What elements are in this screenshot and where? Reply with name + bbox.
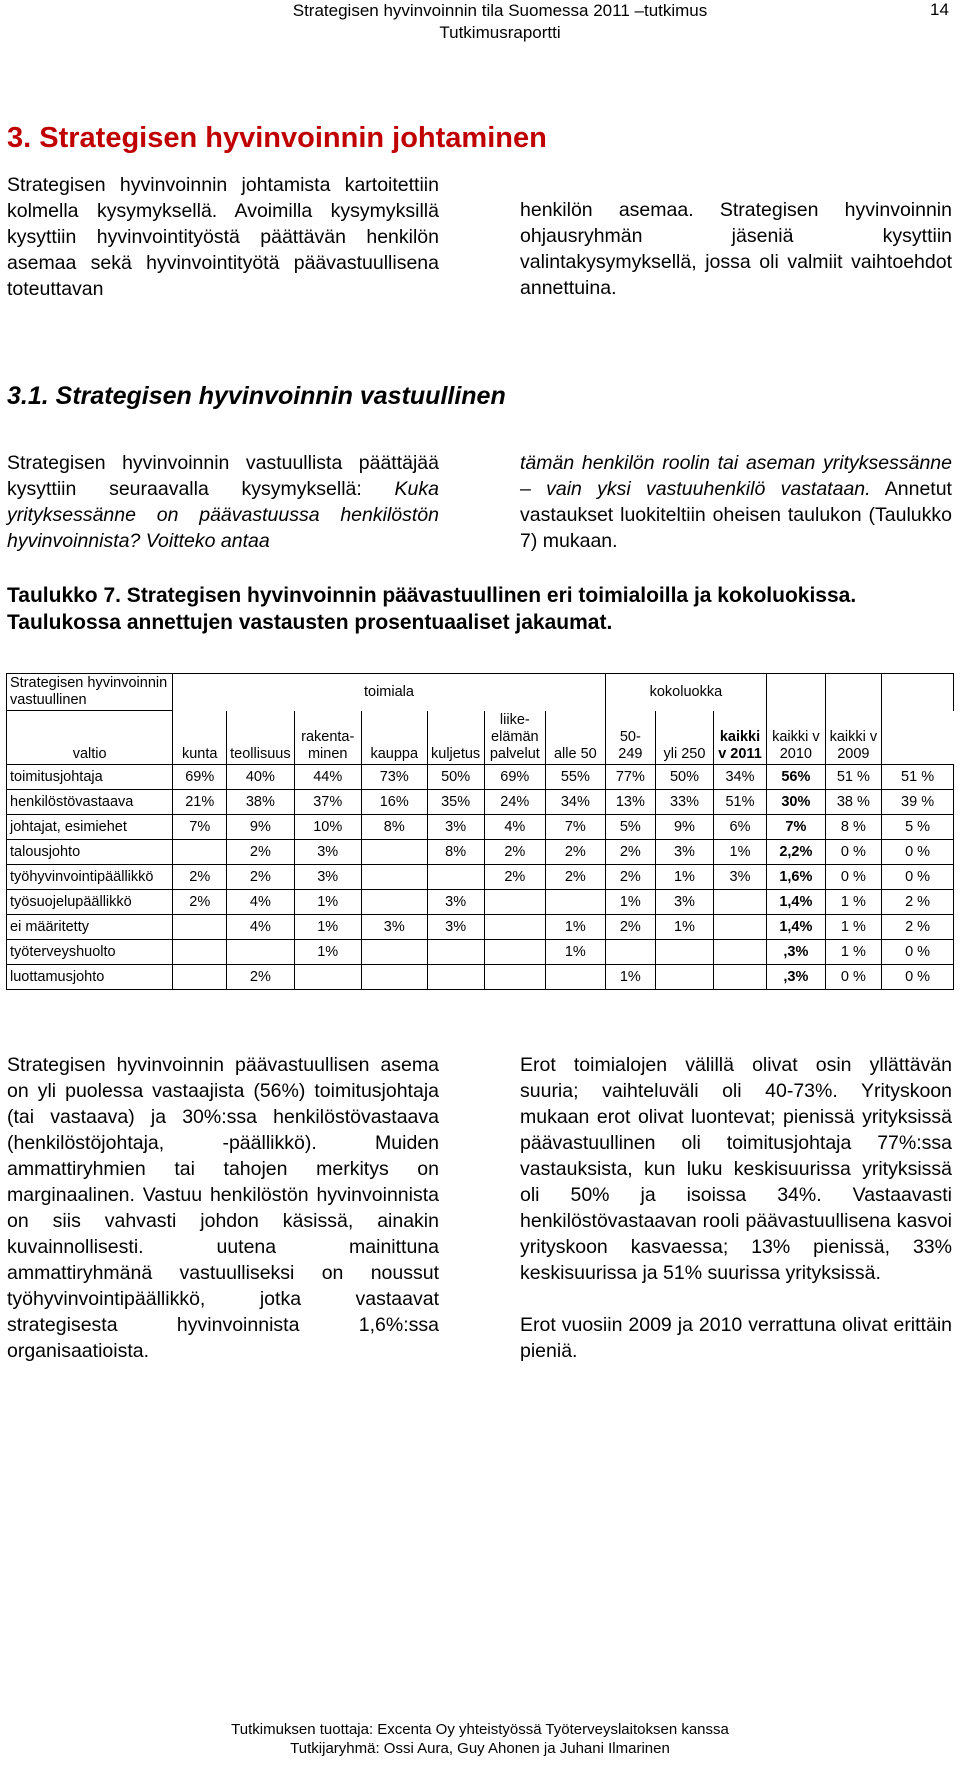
table-cell: 8% (361, 814, 427, 839)
table-cell: 50% (656, 764, 714, 789)
table-cell: 2% (605, 864, 655, 889)
table-cell: 4% (484, 814, 546, 839)
sub-left-column (7, 450, 439, 554)
sub-right-italic: tämän henkilön roolin tai aseman yrityksessänne – vain yksi vastuuhenkilö vastataan. (520, 452, 952, 500)
table-cell: 77% (605, 764, 655, 789)
table-cell (605, 939, 655, 964)
col-header-10: kaikki v 2011 (713, 711, 766, 765)
table-cell: 40% (227, 764, 294, 789)
intro-right-column (520, 197, 952, 301)
body-right-text-1: Erot toimialojen välillä olivat osin yllättävän suuria; vaihteluväli oli 40-73%. Yrityskoon mukaan erot olivat luontevat; pienissä yrityksissä päävastuullinen oli toimitusjohtaja 77%:ssa vastauksista, kun luku keskisuurissa yrityksissä oli 50% ja isoissa 34%. Vastaavasti henkilöstövastaavan rooli päävastuullisena kasvoi yrityskoon kasvaessa; 13% pienissä, 33% keskisuurissa ja 51% suurissa yrityksissä. (520, 1054, 952, 1284)
table-cell: 56% (767, 764, 825, 789)
table-cell: 51 % (882, 764, 954, 789)
row-label: työhyvinvointipäällikkö (7, 864, 173, 889)
table-cell: 51% (713, 789, 766, 814)
table-cell: 2% (605, 914, 655, 939)
table-cell: 1 % (825, 914, 882, 939)
table-cell: 38 % (825, 789, 882, 814)
body-left-text: Strategisen hyvinvoinnin päävastuullisen asema on yli puolessa vastaajista (56%) toimitusjohtaja (tai vastaava) ja 30%:ssa henkilöstövastaava (henkilöstöjohtaja, -päällikkö). Muiden ammattiryhmien tai tahojen merkitys on marginaalinen. Vastuu henkilöstön hyvinvoinnista on siis vahvasti johdon käsissä, ainakin kuvainnollisesti. uutena mainittuna ammattiryhmänä vastuulliseksi on noussut työhyvinvointipäällikkö, jotka vastaavat strategisesta hyvinvoinnista 1,6%:ssa organisaatioista. (7, 1054, 439, 1362)
table-cell: 2% (227, 839, 294, 864)
table-cell (484, 914, 546, 939)
table-row (7, 814, 954, 839)
table-cell: 3% (361, 914, 427, 939)
col-header-1: kunta (173, 711, 227, 765)
table-cell (227, 939, 294, 964)
table-cell: 73% (361, 764, 427, 789)
table-cell: 3% (427, 889, 484, 914)
footer-producer: Tutkimuksen tuottaja: Excenta Oy yhteistyössä Työterveyslaitoksen kanssa (231, 1721, 729, 1738)
table-cell: 2% (173, 889, 227, 914)
table-cell: 1% (546, 914, 606, 939)
col-header-7: alle 50 (546, 711, 606, 765)
table-cell: 1,4% (767, 889, 825, 914)
table-cell: 37% (294, 789, 361, 814)
sub-right-column (520, 450, 952, 554)
row-label: talousjohto (7, 839, 173, 864)
table-cell: 2% (227, 964, 294, 989)
sub-left-plain: Strategisen hyvinvoinnin vastuullista päättäjää kysyttiin seuraavalla kysymyksellä: (7, 452, 439, 500)
table-cell: 69% (173, 764, 227, 789)
table-cell: 33% (656, 789, 714, 814)
intro-right-text: henkilön asemaa. Strategisen hyvinvoinnin ohjausryhmän jäseniä kysyttiin valintakysymyksellä, jossa oli valmiit vaihtoehdot annettuina. (520, 199, 952, 299)
table-cell: 3% (656, 889, 714, 914)
table-cell (713, 964, 766, 989)
row-header-cell: Strategisen hyvinvoinnin vastuullinen (7, 674, 173, 711)
table-cell: 4% (227, 914, 294, 939)
footer-team: Tutkijaryhmä: Ossi Aura, Guy Ahonen ja Juhani Ilmarinen (290, 1740, 670, 1757)
table-cell: 10% (294, 814, 361, 839)
table-cell: 50% (427, 764, 484, 789)
table-row (7, 839, 954, 864)
results-table (6, 673, 954, 990)
page-number: 14 (930, 0, 949, 19)
header-title: Strategisen hyvinvoinnin tila Suomessa 2011 –tutkimus (292, 1, 708, 20)
table-cell: 1% (656, 864, 714, 889)
table-cell (546, 964, 606, 989)
table-caption: Taulukko 7. Strategisen hyvinvoinnin päävastuullinen eri toimialoilla ja kokoluokissa. Taulukossa annettujen vastausten prosentuaaliset jakaumat. (7, 584, 857, 634)
table-cell: 39 % (882, 789, 954, 814)
intro-left-text: Strategisen hyvinvoinnin johtamista kartoitettiin kolmella kysymyksellä. Avoimilla kysymyksillä kysyttiin hyvinvointityöstä päättävän henkilön asemaa sekä hyvinvointityötä päävastuullisena toteuttavan (7, 174, 439, 300)
table-cell: 55% (546, 764, 606, 789)
table-cell (713, 939, 766, 964)
table-cell: 2% (546, 839, 606, 864)
table-cell (713, 914, 766, 939)
body-right-text-2: Erot vuosiin 2009 ja 2010 verrattuna olivat erittäin pieniä. (520, 1314, 952, 1362)
table-cell: 3% (294, 839, 361, 864)
intro-left-column (7, 172, 439, 302)
table-cell (294, 964, 361, 989)
table-cell: 6% (713, 814, 766, 839)
row-label: ei määritetty (7, 914, 173, 939)
table-cell: ,3% (767, 964, 825, 989)
table-cell: 13% (605, 789, 655, 814)
row-label: työsuojelupäällikkö (7, 889, 173, 914)
col-header-0: valtio (7, 711, 173, 765)
table-cell: 2% (605, 839, 655, 864)
table-cell (427, 864, 484, 889)
table-cell: 38% (227, 789, 294, 814)
table-row (7, 939, 954, 964)
table-cell: ,3% (767, 939, 825, 964)
table-cell (713, 889, 766, 914)
col-header-4: kauppa (361, 711, 427, 765)
table-cell: 1% (656, 914, 714, 939)
table-cell: 16% (361, 789, 427, 814)
table-cell: 5% (605, 814, 655, 839)
table-cell: 2% (484, 864, 546, 889)
table-cell (656, 939, 714, 964)
table-cell: 24% (484, 789, 546, 814)
table-cell (656, 964, 714, 989)
table-cell: 21% (173, 789, 227, 814)
table-cell: 3% (656, 839, 714, 864)
table-cell: 0 % (882, 839, 954, 864)
table-cell: 5 % (882, 814, 954, 839)
table-cell: 1 % (825, 939, 882, 964)
sub-left-italic: Kuka yrityksessänne on päävastuussa henkilöstön hyvinvoinnista? Voitteko antaa (7, 478, 439, 552)
group-toimiala: toimiala (173, 674, 605, 711)
table-cell: 34% (546, 789, 606, 814)
table-cell (427, 964, 484, 989)
table-cell: 44% (294, 764, 361, 789)
table-cell (361, 889, 427, 914)
table-cell: 7% (546, 814, 606, 839)
table-cell: 4% (227, 889, 294, 914)
table-cell: 9% (656, 814, 714, 839)
page-header (240, 0, 760, 44)
table-cell: 2% (173, 864, 227, 889)
row-label: työterveyshuolto (7, 939, 173, 964)
table-cell: 2% (227, 864, 294, 889)
table-cell: 2% (546, 864, 606, 889)
table-cell (361, 864, 427, 889)
row-label: henkilöstövastaava (7, 789, 173, 814)
table-row (7, 964, 954, 989)
table-cell: 1 % (825, 889, 882, 914)
table-cell: 1% (605, 889, 655, 914)
col-header-8: 50-249 (605, 711, 655, 765)
col-header-3: rakenta-minen (294, 711, 361, 765)
table-cell: 2,2% (767, 839, 825, 864)
table-cell (546, 889, 606, 914)
table-cell (173, 939, 227, 964)
row-label: toimitusjohtaja (7, 764, 173, 789)
row-label: luottamusjohto (7, 964, 173, 989)
table-cell (173, 914, 227, 939)
row-label: johtajat, esimiehet (7, 814, 173, 839)
table-cell (361, 839, 427, 864)
table-cell: 1% (294, 914, 361, 939)
table-cell: 2 % (882, 914, 954, 939)
table-cell: 7% (767, 814, 825, 839)
table-row (7, 864, 954, 889)
col-header-5: kuljetus (427, 711, 484, 765)
table-cell: 35% (427, 789, 484, 814)
table-cell: 8% (427, 839, 484, 864)
table-cell (484, 939, 546, 964)
table-cell: 0 % (882, 864, 954, 889)
table-cell: 1,4% (767, 914, 825, 939)
table-row (7, 789, 954, 814)
table-cell: 2 % (882, 889, 954, 914)
table-cell: 1,6% (767, 864, 825, 889)
table-cell: 0 % (825, 839, 882, 864)
table-cell: 3% (713, 864, 766, 889)
table-cell: 69% (484, 764, 546, 789)
table-row (7, 914, 954, 939)
col-header-11: kaikki v 2010 (767, 711, 825, 765)
table-cell (361, 939, 427, 964)
table-cell: 30% (767, 789, 825, 814)
table-cell: 9% (227, 814, 294, 839)
group-kokoluokka: kokoluokka (605, 674, 767, 711)
table-cell (484, 889, 546, 914)
table-cell: 34% (713, 764, 766, 789)
table-cell: 0 % (825, 864, 882, 889)
table-cell (173, 839, 227, 864)
table-row (7, 764, 954, 789)
table-cell: 0 % (882, 939, 954, 964)
sub-right-plain: Annetut vastaukset luokiteltiin oheisen taulukon (Taulukko 7) mukaan. (520, 478, 952, 552)
subsection-title: 3.1. Strategisen hyvinvoinnin vastuullinen (7, 382, 506, 410)
table-cell: 3% (294, 864, 361, 889)
table-cell: 1% (713, 839, 766, 864)
table-cell: 1% (294, 939, 361, 964)
table-cell: 1% (546, 939, 606, 964)
table-cell: 51 % (825, 764, 882, 789)
body-left-column (7, 1052, 439, 1364)
table-cell: 2% (484, 839, 546, 864)
table-cell: 0 % (882, 964, 954, 989)
table-cell (173, 964, 227, 989)
table-cell (484, 964, 546, 989)
table-cell: 1% (605, 964, 655, 989)
body-right-column (520, 1052, 952, 1364)
table-cell (427, 939, 484, 964)
col-header-2: teollisuus (227, 711, 294, 765)
table-cell: 8 % (825, 814, 882, 839)
header-subtitle: Tutkimusraportti (439, 23, 561, 42)
col-header-9: yli 250 (656, 711, 714, 765)
table-cell: 7% (173, 814, 227, 839)
table-cell: 0 % (825, 964, 882, 989)
table-cell: 1% (294, 889, 361, 914)
col-header-12: kaikki v 2009 (825, 711, 882, 765)
section-title: 3. Strategisen hyvinvoinnin johtaminen (7, 122, 547, 154)
table-row (7, 889, 954, 914)
page-footer (180, 1720, 780, 1758)
table-cell: 3% (427, 914, 484, 939)
col-header-6: liike-elämän palvelut (484, 711, 546, 765)
table-cell (361, 964, 427, 989)
table-cell: 3% (427, 814, 484, 839)
